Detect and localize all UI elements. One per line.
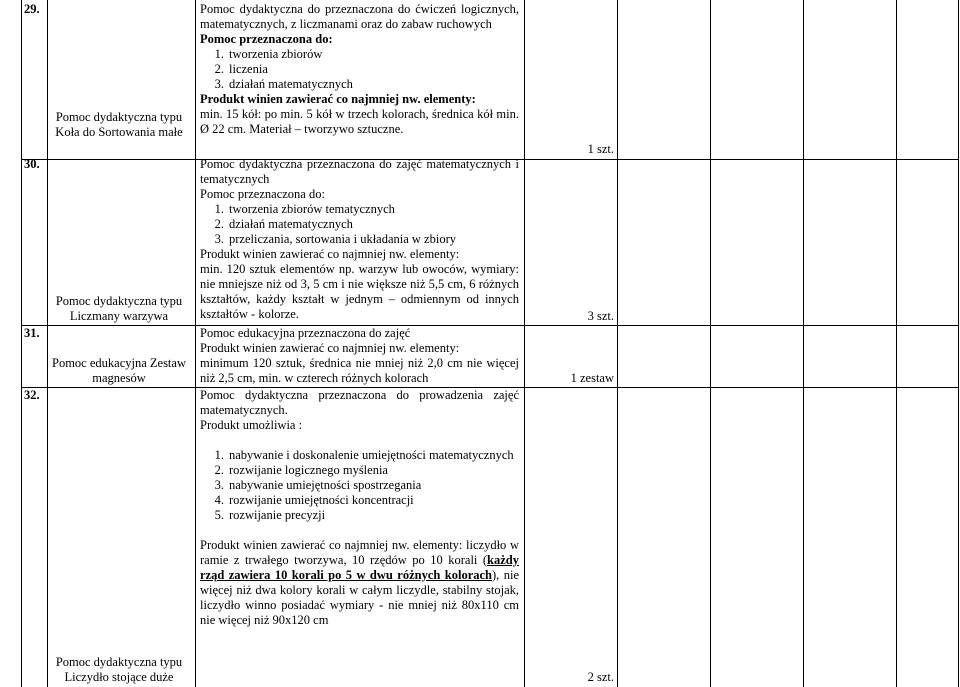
- list-item: 2. działań matematycznych: [214, 217, 353, 231]
- list-item: 1. tworzenia zbiorów: [214, 47, 323, 61]
- col-divider-desc: [195, 0, 196, 687]
- quantity: 1 zestaw: [570, 371, 614, 385]
- list-item: 2. liczenia: [214, 62, 268, 76]
- enables-label: Produkt umożliwia :: [200, 418, 303, 432]
- description-intro: Pomoc edukacyjna przeznaczona do zajęć: [200, 326, 411, 340]
- product-description: [200, 326, 519, 386]
- product-name: Pomoc dydaktyczna typu Liczydło stojące duże: [55, 655, 183, 684]
- purpose-label: Pomoc przeznaczona do:: [200, 32, 333, 46]
- product-name: Pomoc dydaktyczna typu Liczmany warzywa: [55, 294, 183, 323]
- product-description: [200, 388, 519, 628]
- row-number: 32.: [24, 388, 40, 402]
- contents-label: Produkt winien zawierać co najmniej nw. elementy:: [200, 341, 460, 355]
- contents-text: minimum 120 sztuk, średnica nie mniej niż 2,0 cm nie więcej niż 2,5 cm, min. w czterech różnych kolorach: [200, 356, 519, 385]
- description-intro: Pomoc dydaktyczna przeznaczona do prowadzenia zajęć matematycznych.: [200, 388, 519, 417]
- product-name: Pomoc dydaktyczna typu Koła do Sortowania małe: [55, 110, 183, 139]
- contents-label: Produkt winien zawierać co najmniej nw. elementy:: [200, 92, 476, 106]
- quantity: 3 szt.: [587, 309, 614, 323]
- contents-emphasis: każdy rząd zawiera 10 korali po 5 w dwu różnych kolorach: [200, 553, 519, 582]
- description-intro: Pomoc dydaktyczna do przeznaczona do ćwiczeń logicznych, matematycznych, z liczmanami oraz do zabaw ruchowych: [200, 2, 519, 31]
- row-number: 29.: [24, 2, 40, 16]
- row-number: 31.: [24, 326, 40, 340]
- description-intro: Pomoc dydaktyczna przeznaczona do zajęć matematycznych i tematycznych: [200, 157, 519, 186]
- col-divider-qty: [524, 0, 525, 687]
- col-divider-5: [617, 0, 618, 687]
- contents-text: min. 15 kół: po min. 5 kół w trzech kolorach, średnica kół min. Ø 22 cm. Materiał – tworzywo sztuczne.: [200, 107, 519, 136]
- col-divider-6: [710, 0, 711, 687]
- list-item: 3. przeliczania, sortowania i układania w zbiory: [214, 232, 456, 246]
- product-description: [200, 157, 519, 322]
- row-number: 30.: [24, 157, 40, 171]
- col-divider-7: [803, 0, 804, 687]
- purpose-label: Pomoc przeznaczona do:: [200, 187, 325, 201]
- list-item: 4. rozwijanie umiejętności koncentracji: [214, 493, 414, 507]
- table-border-right: [958, 0, 959, 687]
- col-divider-name: [47, 0, 48, 687]
- product-description: [200, 2, 519, 137]
- list-item: 1. nabywanie i doskonalenie umiejętności matematycznych: [214, 448, 514, 462]
- product-name: Pomoc edukacyjna Zestaw magnesów: [52, 356, 186, 385]
- quantity: 1 szt.: [587, 142, 614, 156]
- list-item: 1. tworzenia zbiorów tematycznych: [214, 202, 395, 216]
- quantity: 2 szt.: [587, 670, 614, 684]
- list-item: 5. rozwijanie precyzji: [214, 508, 326, 522]
- col-divider-8: [896, 0, 897, 687]
- table-border-left: [21, 0, 22, 687]
- list-item: 3. nabywanie umiejętności spostrzegania: [214, 478, 422, 492]
- list-item: 3. działań matematycznych: [214, 77, 353, 91]
- list-item: 2. rozwijanie logicznego myślenia: [214, 463, 388, 477]
- contents-label: Produkt winien zawierać co najmniej nw. elementy:: [200, 247, 460, 261]
- contents-text: min. 120 sztuk elementów np. warzyw lub owoców, wymiary: nie mniejsze niż od 3, 5 cm i nie większe niż 5,5 cm, 6 różnych kształtów, każdy kształt w jednym – odmiennym od innych kształtów - kolorze.: [200, 262, 519, 321]
- contents-text: Produkt winien zawierać co najmniej nw. elementy: liczydło w ramie z trwałego tworzywa, 10 rzędów po 10 korali (każdy rząd zawiera 10 korali po 5 w dwu różnych kolorach), nie więcej niż dwa kolory korali w całym liczydle, stabilny stojak, liczydło winno posiadać wymiary - nie mniej niż 80x110 cm nie więcej niż 90x120 cm: [200, 538, 519, 627]
